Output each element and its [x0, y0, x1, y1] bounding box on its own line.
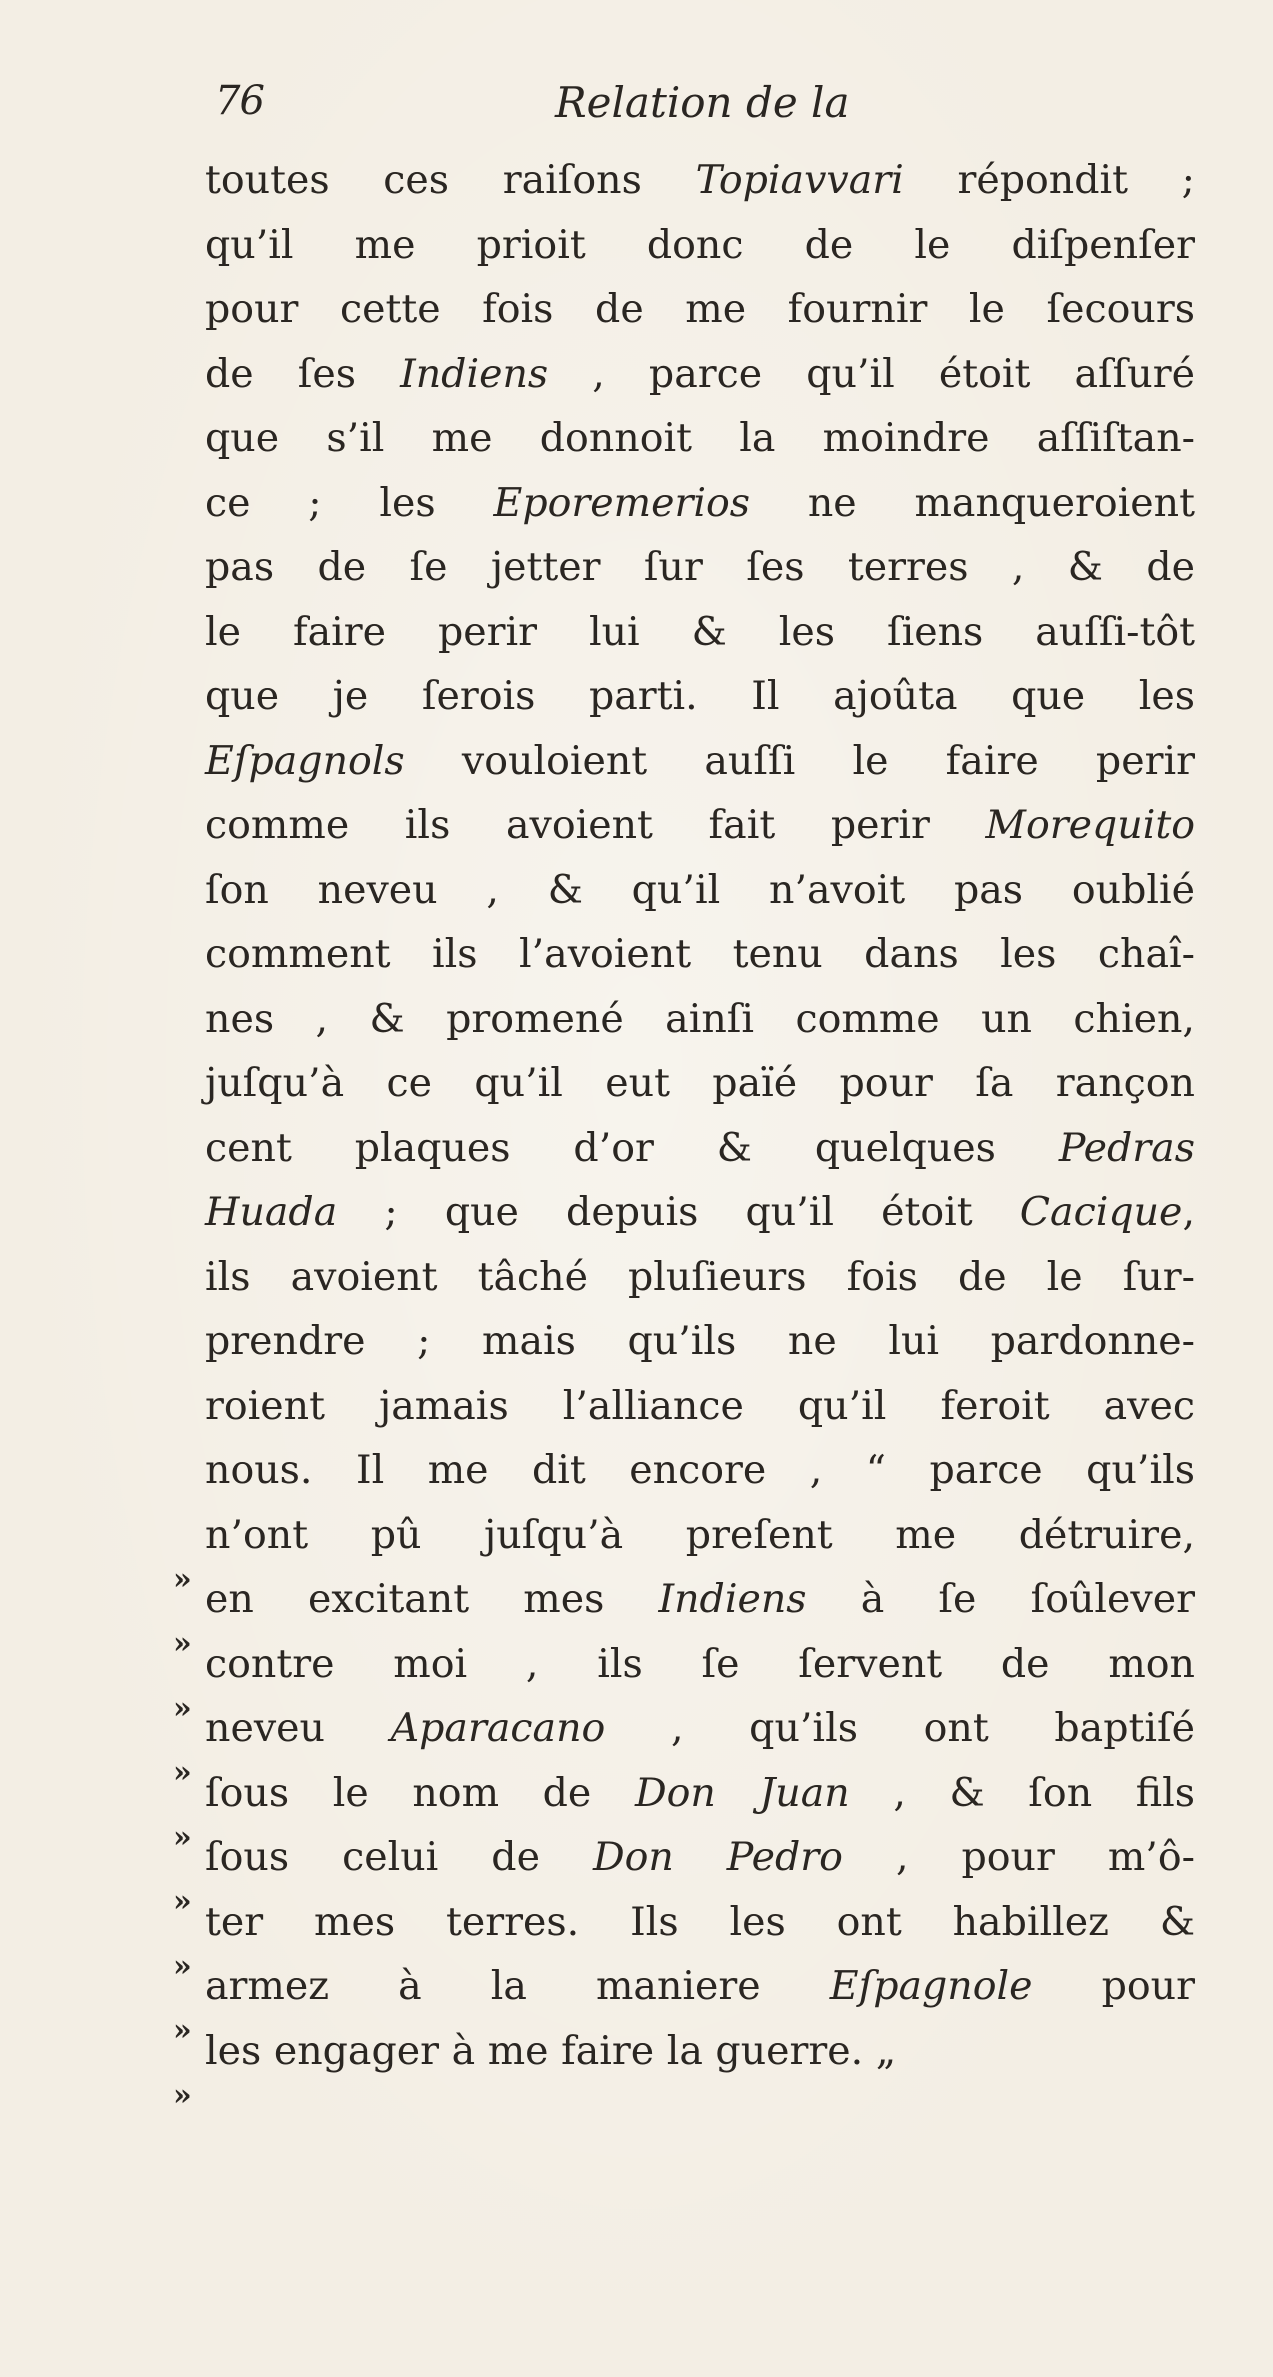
text-run: neveu	[205, 1705, 391, 1751]
text-line	[205, 471, 1195, 536]
text-run: ne manqueroient	[750, 479, 1195, 526]
text-run: qu’il me prioit donc de le diſpenſer	[205, 221, 1195, 268]
quote-mark-glyph: »	[173, 1819, 192, 1855]
italic-text: Aparacano	[390, 1705, 606, 1751]
text-run: que je ſerois parti. Il ajoûta que les	[205, 673, 1195, 719]
text-run: ſous le nom de	[205, 1769, 635, 1816]
italic-text: Huada	[205, 1189, 338, 1235]
text-run: nes , & promené ainſi comme un chien,	[205, 995, 1195, 1042]
text-line	[205, 600, 1195, 665]
text-line	[173, 1954, 1195, 2048]
text-run: toutes ces raiſons	[205, 157, 696, 203]
quote-mark-glyph: »	[173, 1948, 192, 1984]
text-run: armez à la maniere	[205, 1963, 830, 2009]
text-run: juſqu’à ce qu’il eut païé pour ſa rançon	[205, 1060, 1195, 1106]
italic-text: Don Pedro	[592, 1834, 843, 1880]
quote-mark-glyph: »	[173, 1690, 192, 1726]
text-line	[205, 1180, 1195, 1245]
text-run: pour cette fois de me fournir le ſecours	[205, 286, 1195, 332]
text-run: n’ont pû juſqu’à preſent me détruire,	[205, 1511, 1195, 1558]
text-line	[205, 1051, 1195, 1116]
quote-mark-glyph: »	[173, 2077, 192, 2113]
italic-text: Eporemerios	[493, 479, 751, 526]
italic-text: Don Juan	[634, 1769, 850, 1816]
text-line	[205, 1245, 1195, 1310]
text-line	[205, 922, 1195, 987]
text-line	[205, 406, 1195, 471]
italic-text: Eſpagnole	[829, 1963, 1033, 2009]
text-line	[205, 793, 1195, 858]
text-line	[205, 1438, 1195, 1503]
text-line	[173, 1503, 1195, 1597]
text-run: de ſes	[205, 350, 401, 397]
text-run: les engager à me faire la guerre. „	[205, 2027, 897, 2074]
page-header	[215, 78, 1195, 148]
text-line	[205, 1374, 1195, 1439]
italic-text: Topiavvari	[695, 157, 904, 203]
text-run: , & ſon fils	[849, 1769, 1195, 1816]
text-run: , pour m’ô-	[842, 1834, 1195, 1880]
quote-mark-glyph: »	[173, 1755, 192, 1790]
text-run: , parce qu’il étoit aſſuré	[548, 350, 1195, 397]
text-run: ſous celui de	[205, 1834, 593, 1880]
text-line	[205, 277, 1195, 342]
text-line	[205, 1116, 1195, 1181]
text-run: prendre ; mais qu’ils ne lui pardonne-	[205, 1318, 1195, 1364]
text-run: à ſe ſoûlever	[806, 1576, 1195, 1622]
text-run: ce ; les	[205, 479, 494, 526]
text-line	[205, 148, 1195, 213]
text-run: , qu’ils ont baptiſé	[605, 1705, 1195, 1751]
text-run: roient jamais l’alliance qu’il feroit avec	[205, 1382, 1195, 1429]
text-run: en excitant mes	[205, 1576, 659, 1622]
text-line	[173, 1632, 1195, 1726]
text-line	[205, 729, 1195, 794]
text-run: nous. Il me dit encore , “ parce qu’ils	[205, 1447, 1195, 1493]
text-run: comme ils avoient fait perir	[205, 802, 986, 848]
italic-text: Morequito	[985, 802, 1195, 848]
text-run: cent plaques d’or & quelques	[205, 1124, 1059, 1171]
text-run: pour	[1032, 1963, 1195, 2009]
quote-mark-glyph: »	[173, 1884, 192, 1919]
italic-text: Indiens	[658, 1576, 807, 1622]
text-run: ils avoient tâché pluſieurs fois de le ſur-	[205, 1253, 1195, 1300]
text-run: répondit ;	[903, 157, 1195, 203]
text-line	[173, 1567, 1195, 1661]
text-run: vouloient auſſi le faire perir	[404, 737, 1195, 784]
text-run: le faire perir lui & les ſiens auſſi-tôt	[205, 608, 1195, 655]
text-run: ſon neveu , & qu’il n’avoit pas oublié	[205, 866, 1195, 913]
text-line	[205, 213, 1195, 278]
text-line	[205, 664, 1195, 729]
text-line	[205, 1309, 1195, 1374]
text-run: ,	[1182, 1189, 1195, 1235]
quote-mark-glyph: »	[173, 1561, 192, 1597]
text-run: pas de ſe jetter ſur ſes terres , & de	[205, 544, 1195, 590]
italic-text: Pedras	[1058, 1124, 1195, 1171]
text-line	[173, 1890, 1195, 1984]
italic-text: Eſpagnols	[205, 737, 405, 784]
text-line	[173, 1761, 1195, 1855]
quote-mark-glyph: »	[173, 2013, 192, 2048]
italic-text: Cacique	[1019, 1189, 1183, 1235]
text-run: comment ils l’avoient tenu dans les chaî-	[205, 931, 1195, 977]
text-line	[173, 1696, 1195, 1790]
text-run: ter mes terres. Ils les ont habillez &	[205, 1898, 1195, 1945]
text-line	[205, 342, 1195, 407]
text-line	[205, 535, 1195, 600]
italic-text: Indiens	[400, 350, 549, 397]
running-head: Relation de la	[555, 78, 850, 127]
text-line	[173, 1825, 1195, 1919]
page-number: 76	[215, 78, 264, 124]
text-run: ; que depuis qu’il étoit	[337, 1189, 1020, 1235]
text-line	[173, 2019, 1195, 2113]
text-line	[205, 987, 1195, 1052]
text-run: que s’il me donnoit la moindre aſſiſtan-	[205, 415, 1195, 461]
text-line	[205, 858, 1195, 923]
body-text	[173, 148, 1195, 2113]
text-run: contre moi , ils ſe ſervent de mon	[205, 1640, 1195, 1687]
quote-mark-glyph: »	[173, 1626, 192, 1661]
